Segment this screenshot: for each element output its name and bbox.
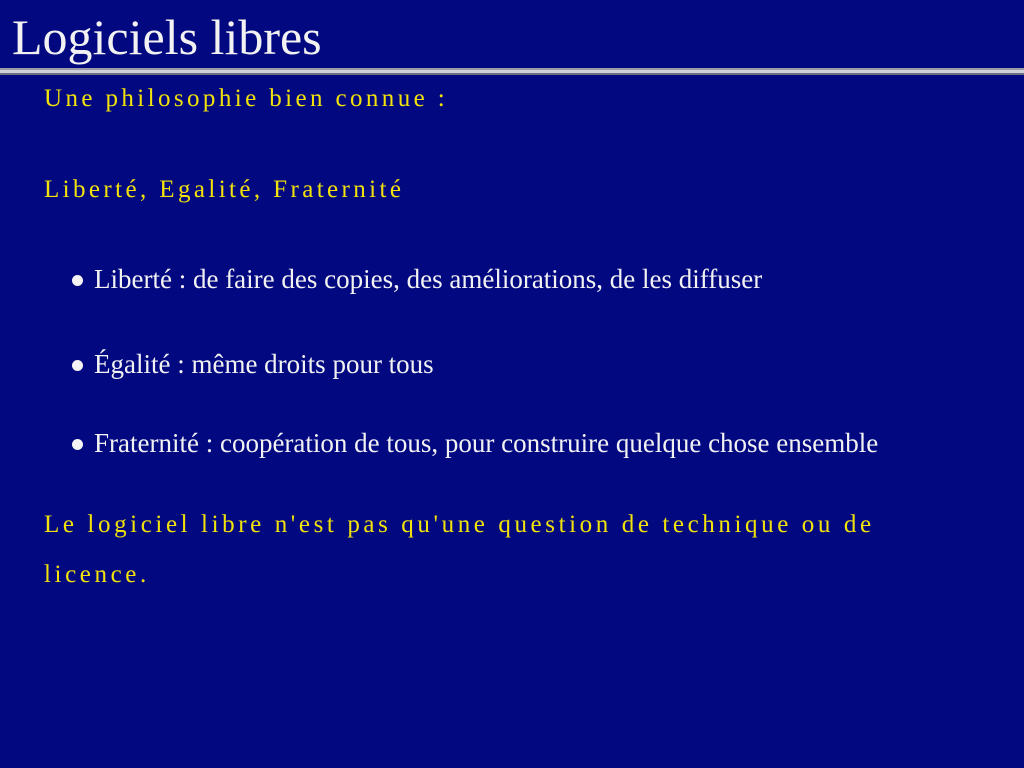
slide-title: Logiciels libres [12, 9, 322, 65]
bullet-text: Égalité : même droits pour tous [94, 349, 434, 379]
bullet-dot-icon [72, 275, 83, 286]
bullet-dot-icon [72, 439, 83, 450]
bullet-text: Fraternité : coopération de tous, pour construire quelque chose ensemble [94, 428, 879, 458]
conclusion-text: Le logiciel libre n'est pas qu'une question de technique ou de licence. [44, 511, 875, 588]
title-divider [0, 68, 1024, 75]
motto-text: Liberté, Egalité, Fraternité [44, 176, 405, 203]
bullet-text: Liberté : de faire des copies, des améliorations, de les diffuser [94, 264, 763, 294]
intro-text: Une philosophie bien connue : [44, 85, 449, 112]
bullet-dot-icon [72, 360, 83, 371]
